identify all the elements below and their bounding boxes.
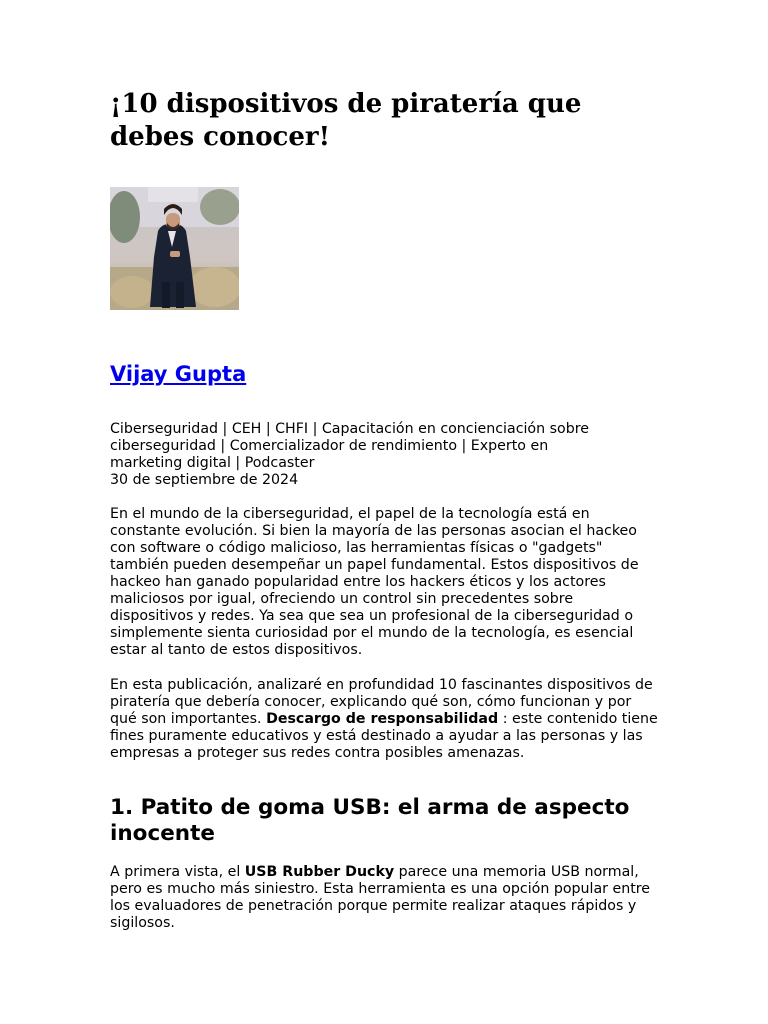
author-link[interactable]: Vijay Gupta xyxy=(110,362,247,386)
device-name: USB Rubber Ducky xyxy=(244,864,395,880)
author-headline-line-2: ciberseguridad | Comercializador de rendimiento | Experto en xyxy=(110,438,549,454)
section-heading-1: 1. Patito de goma USB: el arma de aspecto inocente xyxy=(110,795,630,846)
section-1-paragraph xyxy=(110,864,658,932)
author-photo[interactable] xyxy=(110,187,239,310)
disclaimer-label: Descargo de responsabilidad xyxy=(266,711,499,727)
author-headline-line-3: marketing digital | Podcaster xyxy=(110,455,315,471)
section-1-lead: A primera vista, el xyxy=(110,864,241,880)
author-headline-line-1: Ciberseguridad | CEH | CHFI | Capacitación en concienciación sobre xyxy=(110,421,589,437)
disclaimer-paragraph xyxy=(110,677,658,762)
disclaimer-lead: En esta publicación, analizaré en profundidad 10 fascinantes dispositivos de piratería que debería conocer, explicando qué son, cómo funcionan y por qué son importantes. xyxy=(110,677,653,727)
disclaimer-text: : este contenido tiene fines puramente educativos y está destinado a ayudar a las personas y las empresas a proteger sus redes contra posibles amenazas. xyxy=(110,711,658,761)
article-title: ¡10 dispositivos de piratería que debes conocer! xyxy=(110,89,582,152)
section-1-text: parece una memoria USB normal, pero es mucho más siniestro. Esta herramienta es una opción popular entre los evaluadores de penetración porque permite realizar ataques rápidos y sigilosos. xyxy=(110,864,651,931)
author-meta xyxy=(110,421,658,489)
author-name xyxy=(110,360,246,388)
intro-paragraph: En el mundo de la ciberseguridad, el papel de la tecnología está en constante evolución. Si bien la mayoría de las personas asocian el hackeo con software o código malicioso, las herramientas físicas o "gadgets" también pueden desempeñar un papel fundamental. Estos dispositivos de hackeo han ganado popularidad entre los hackers éticos y los actores maliciosos por igual, ofreciendo un control sin precedentes sobre dispositivos y redes. Ya sea que sea un profesional de la ciberseguridad o simplemente sienta curiosidad por el mundo de la tecnología, es esencial estar al tanto de estos dispositivos. xyxy=(110,506,639,658)
publish-date: 30 de septiembre de 2024 xyxy=(110,472,299,488)
